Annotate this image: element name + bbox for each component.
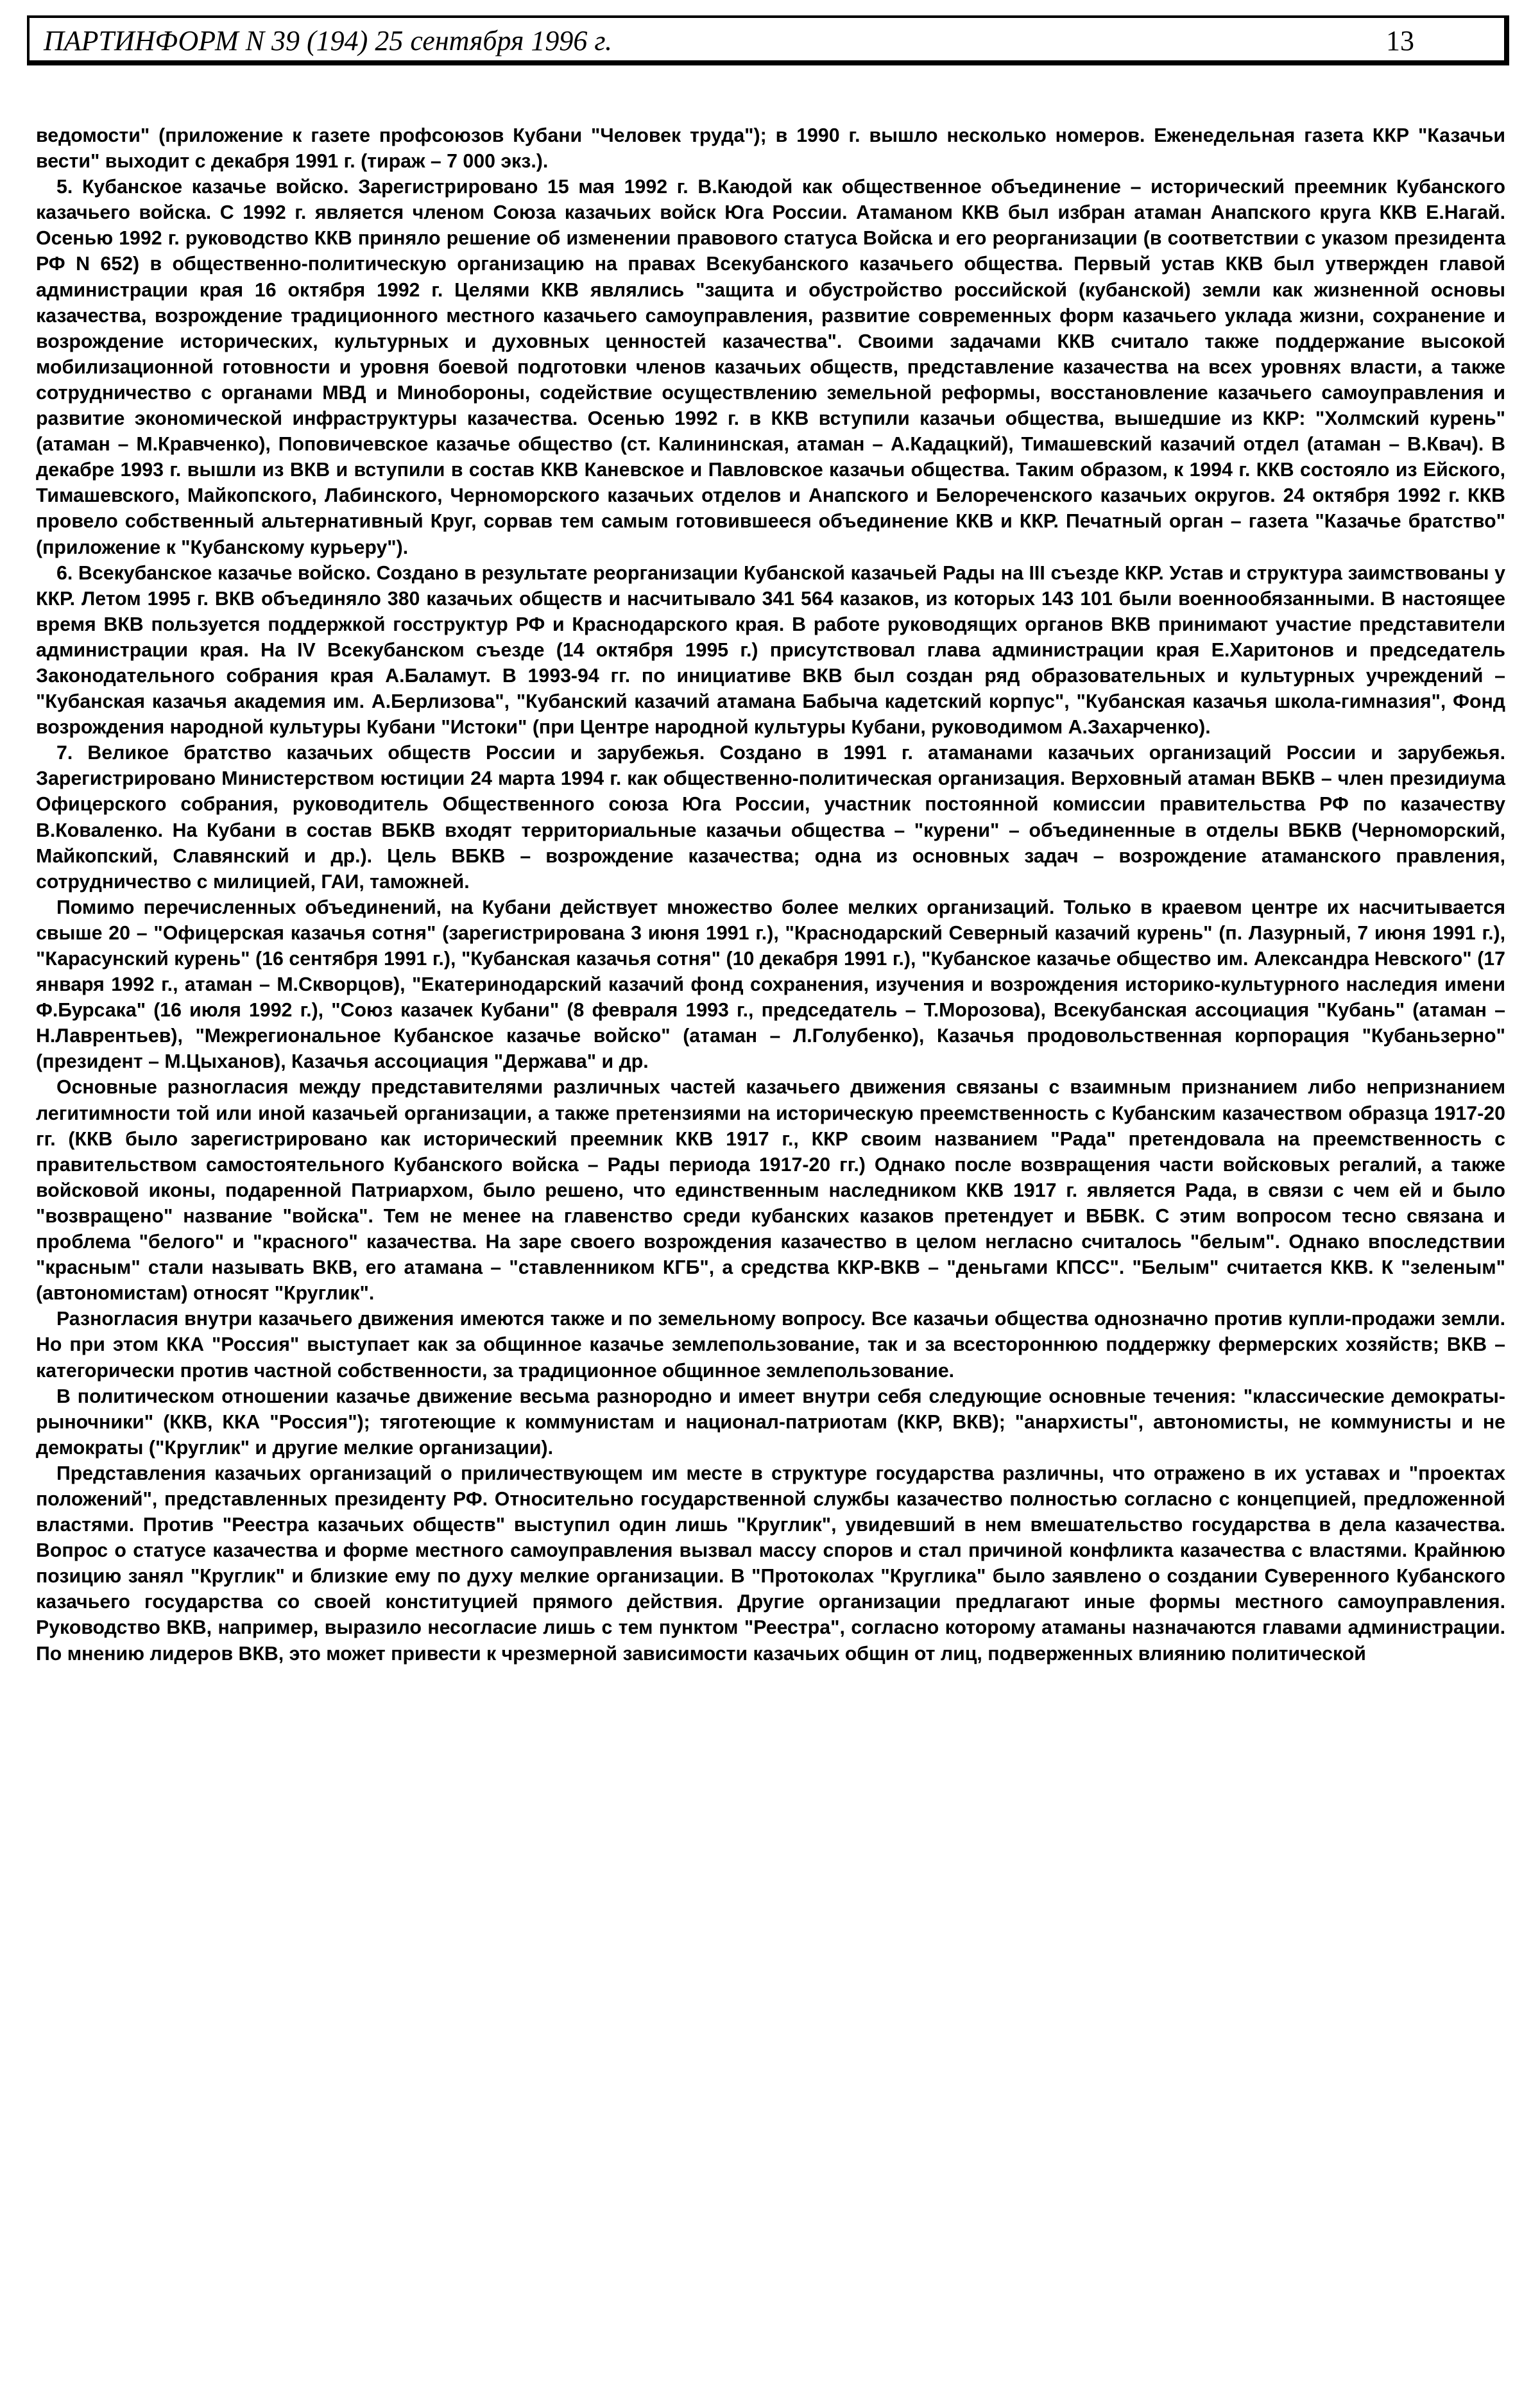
paragraph: ведомости" (приложение к газете профсоюзов Кубани "Человек труда"); в 1990 г. вышло несколько номеров. Еженедельная газета ККР "Казачьи вести" выходит с декабря 1991 г. (тираж – 7 000 экз.).	[36, 125, 1505, 173]
paragraph: В политическом отношении казачье движение весьма разнородно и имеет внутри себя следующие основные течения: "классические демократы-рыночники" (ККВ, ККА "Россия"); тяготеющие к коммунистам и национал-патриотам (ККР, ВКВ); "анархисты", автономисты, не коммунисты и не демократы ("Круглик" и другие мелкие организации).	[36, 1385, 1505, 1459]
paragraph: 6. Всекубанское казачье войско. Создано в результате реорганизации Кубанской казачьей Рады на III съезде ККР. Устав и структура заимствованы у ККР. Летом 1995 г. ВКВ объединяло 380 казачьих обществ и насчитывало 341 564 казаков, из которых 143 101 были военнообязанными. В настоящее время ВКВ пользуется поддержкой госструктур РФ и Краснодарского края. В работе руководящих органов ВКВ принимают участие представители администрации края. На IV Всекубанском съезде (14 октября 1995 г.) присутствовал глава администрации края Е.Харитонов и председатель Законодательного собрания края А.Баламут. В 1993-94 гг. по инициативе ВКВ был создан ряд образовательных и культурных учреждений – "Кубанская казачья академия им. А.Берлизова", "Кубанский казачий атамана Бабыча кадетский корпус", "Кубанская казачья школа-гимназия", Фонд возрождения народной культуры Кубани "Истоки" (при Центре народной культуры Кубани, руководимом А.Захарченко).	[36, 562, 1505, 739]
paragraph: Представления казачьих организаций о приличествующем им месте в структуре государства различны, что отражено в их уставах и "проектах положений", представленных президенту РФ. Относительно государственной службы казачество полностью согласно с концепцией, предложенной властями. Против "Реестра казачьих обществ" выступил один лишь "Круглик", увидевший в нем вмешательство государства в дела казачества. Вопрос о статусе казачества и форме местного самоуправления вызвал массу споров и стал причиной конфликта казачества с властями. Крайнюю позицию занял "Круглик" и близкие ему по духу мелкие организации. В "Протоколах "Круглика" было заявлено о создании Суверенного Кубанского казачьего государства со своей конституцией прямого действия. Другие организации предлагают иные формы местного самоуправления. Руководство ВКВ, например, выразило несогласие лишь с тем пунктом "Реестра", согласно которому атаманы назначаются главами администрации. По мнению лидеров ВКВ, это может привести к чрезмерной зависимости казачьих общин от лиц, подверженных влиянию политической	[36, 1462, 1505, 1665]
paragraph: 5. Кубанское казачье войско. Зарегистрировано 15 мая 1992 г. В.Каюдой как общественное объединение – исторический преемник Кубанского казачьего войска. С 1992 г. является членом Союза казачьих войск Юга России. Атаманом ККВ был избран атаман Анапского круга ККВ Е.Нагай. Осенью 1992 г. руководство ККВ приняло решение об изменении правового статуса Войска и его реорганизации (в соответствии с указом президента РФ N 652) в общественно-политическую организацию на правах Всекубанского казачьего общества. Первый устав ККВ был утвержден главой администрации края 16 октября 1992 г. Целями ККВ являлись "защита и обустройство российской (кубанской) земли как жизненной основы казачества, возрождение традиционного местного казачьего самоуправления, развитие современных форм казачьего уклада жизни, сохранение и возрождение исторических, культурных и духовных ценностей казачества". Своими задачами ККВ считало также поддержание высокой мобилизационной готовности и уровня боевой подготовки членов казачьих обществ, представление казачества на всех уровнях власти, а также сотрудничество с органами МВД и Минобороны, содействие осуществлению земельной реформы, восстановление казачьего самоуправления и развитие экономической инфраструктуры казачества. Осенью 1992 г. в ККВ вступили казачьи общества, вышедшие из ККР: "Холмский курень" (атаман – М.Кравченко), Поповичевское казачье общество (ст. Калининская, атаман – А.Кадацкий), Тимашевский казачий отдел (атаман – В.Квач). В декабре 1993 г. вышли из ВКВ и вступили в состав ККВ Каневское и Павловское казачьи общества. Таким образом, к 1994 г. ККВ состояло из Ейского, Тимашевского, Майкопского, Лабинского, Черноморского казачьих отделов и Анапского и Белореченского казачьих округов. 24 октября 1992 г. ККВ провело собственный альтернативный Круг, сорвав тем самым готовившееся объединение ККВ и ККР. Печатный орган – газета "Казачье братство" (приложение к "Кубанскому курьеру").	[36, 176, 1505, 558]
paragraph: Основные разногласия между представителями различных частей казачьего движения связаны с взаимным признанием либо непризнанием легитимности той или иной казачьей организации, а также претензиями на историческую преемственность с Кубанским казачеством образца 1917-20 гг. (ККВ было зарегистрировано как исторический преемник ККВ 1917 г., ККР своим названием "Рада" претендовала на преемственность с правительством самостоятельного Кубанского войска – Рады периода 1917-20 гг.) Однако после возвращения части войсковых регалий, а также войсковой иконы, подаренной Патриархом, было решено, что единственным наследником ККВ 1917 г. является Рада, в связи с чем ей и было "возвращено" название "войска". Тем не менее на главенство среди кубанских казаков претендует и ВБВК. С этим вопросом тесно связана и проблема "белого" и "красного" казачества. На заре своего возрождения казачество в целом негласно считалось "белым". Однако впоследствии "красным" стали называть ВКВ, его атамана – "ставленником КГБ", а средства ККР-ВКВ – "деньгами КПСС". "Белым" считается ККВ. К "зеленым" (автономистам) относят "Круглик".	[36, 1077, 1505, 1305]
header-title: ПАРТИНФОРМ N 39 (194) 25 сентября 1996 г.	[44, 25, 612, 56]
paragraph: 7. Великое братство казачьих обществ России и зарубежья. Создано в 1991 г. атаманами казачьих организаций России и зарубежья. Зарегистрировано Министерством юстиции 24 марта 1994 г. как общественно-политическая организация. Верховный атаман ВБКВ – член президиума Офицерского собрания, руководитель Общественного союза Юга России, участник постоянной комиссии правительства РФ по казачеству В.Коваленко. На Кубани в состав ВБКВ входят территориальные казачьи общества – "курени" – объединенные в отделы ВБКВ (Черноморский, Майкопский, Славянский и др.). Цель ВБКВ – возрождение казачества; одна из основных задач – возрождение атаманского правления, сотрудничество с милицией, ГАИ, таможней.	[36, 742, 1505, 893]
article-body	[36, 123, 1505, 1667]
page-number: 13	[1386, 25, 1414, 56]
paragraph: Помимо перечисленных объединений, на Кубани действует множество более мелких организаций. Только в краевом центре их насчитывается свыше 20 – "Офицерская казачья сотня" (зарегистрирована 3 июня 1991 г.), "Краснодарский Северный казачий курень" (п. Лазурный, 7 июня 1991 г.), "Карасунский курень" (16 сентября 1991 г.), "Кубанская казачья сотня" (10 декабря 1991 г.), "Кубанское казачье общество им. Александра Невского" (17 января 1992 г., атаман – М.Скворцов), "Екатеринодарский казачий фонд сохранения, изучения и возрождения историко-культурного наследия имени Ф.Бурсака" (16 июля 1992 г.), "Союз казачек Кубани" (8 февраля 1993 г., председатель – Т.Морозова), Всекубанская ассоциация "Кубань" (атаман – Н.Лаврентьев), "Межрегиональное Кубанское казачье войско" (атаман – Л.Голубенко), Казачья продовольственная корпорация "Кубаньзерно" (президент – М.Цыханов), Казачья ассоциация "Держава" и др.	[36, 896, 1505, 1073]
paragraph: Разногласия внутри казачьего движения имеются также и по земельному вопросу. Все казачьи общества однозначно против купли-продажи земли. Но при этом ККА "Россия" выступает как за общинное казачье землепользование, так и за всестороннюю поддержку фермерских хозяйств; ВКВ – категорически против частной собственности, за традиционное общинное землепользование.	[36, 1308, 1505, 1382]
page-header	[27, 15, 1509, 65]
